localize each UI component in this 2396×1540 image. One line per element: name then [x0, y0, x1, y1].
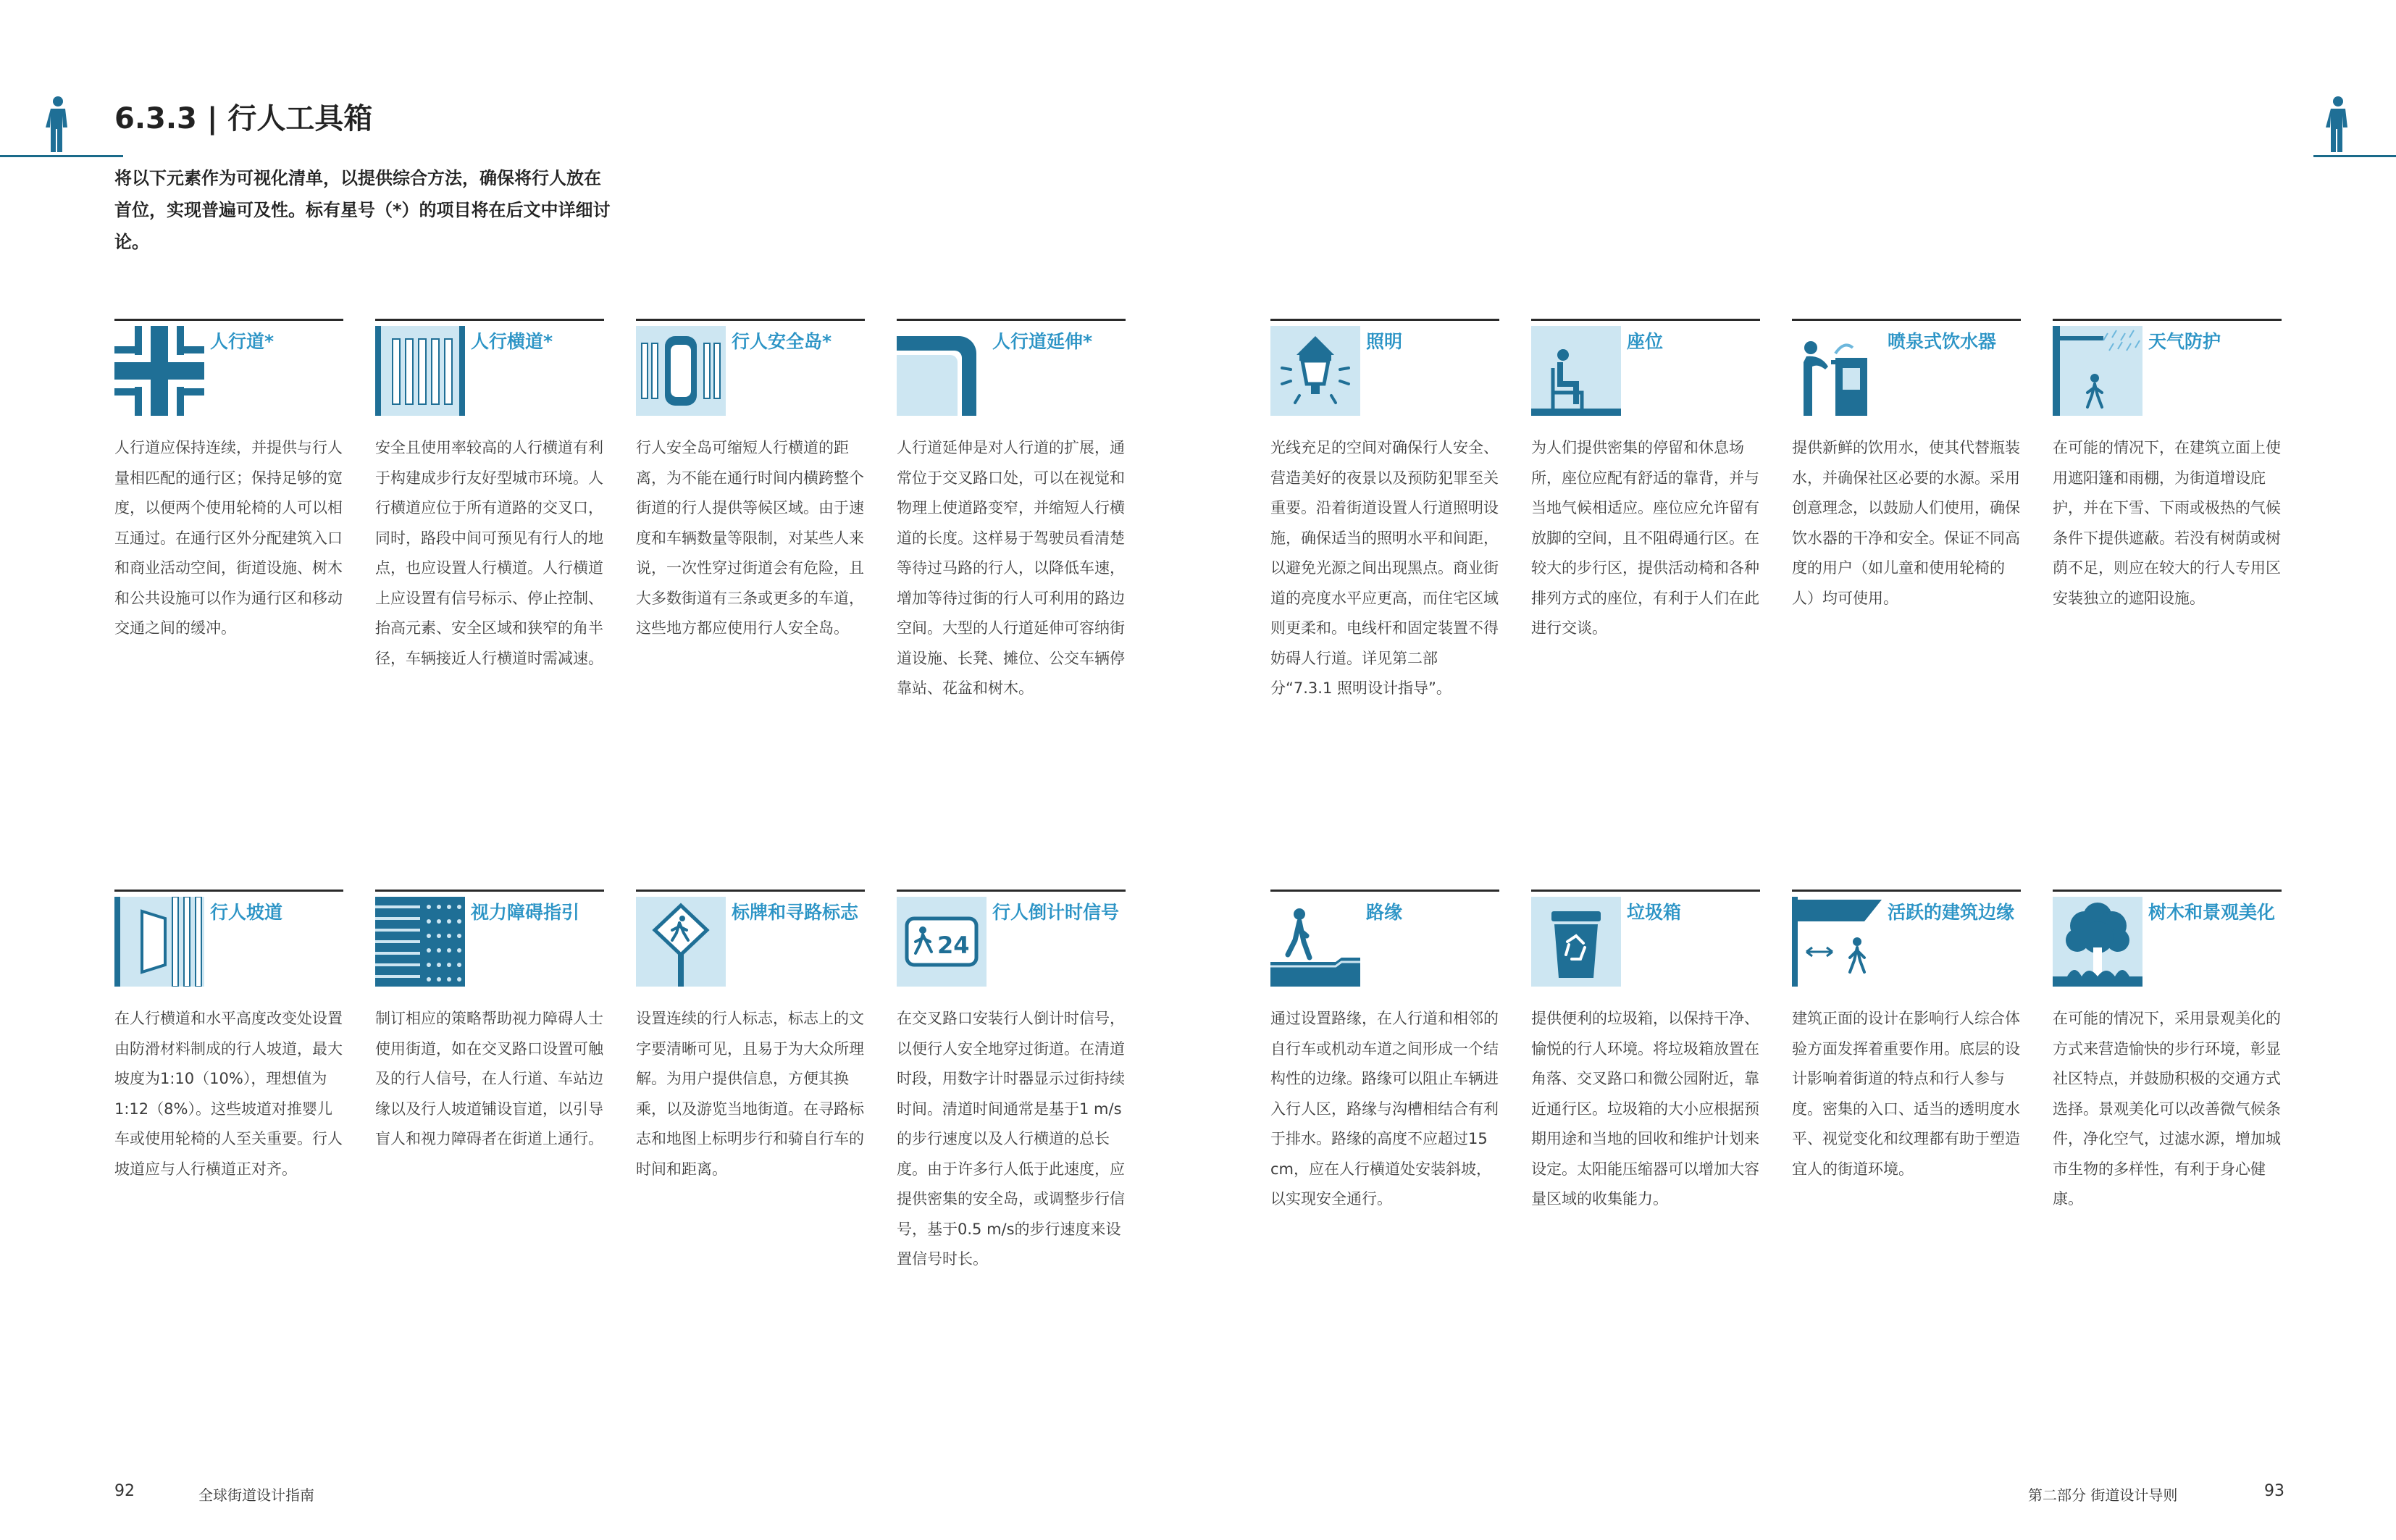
- pedestrian-island-icon: [636, 326, 726, 416]
- card-rule: [1792, 319, 2021, 321]
- ramp-icon: [114, 897, 204, 987]
- card-body: 在交叉路口安装行人倒计时信号，以便行人安全地穿过街道。在清道时段，用数字计时器显示过街持续时间。清道时间通常是基于1 m/s的步行速度以及人行横道的总长度。由于许多行人低于此速度，应提供密集的安全岛，或调整步行信号，基于0.5 m/s的步行速度来设置信号时长。: [897, 1010, 1125, 1268]
- card-body: 在人行横道和水平高度改变处设置由防滑材料制成的行人坡道，最大坡度为1:10（10%），理想值为1:12（8%）。这些坡道对推婴儿车或使用轮椅的人至关重要。行人坡道应与人行横道正对齐。: [114, 1010, 343, 1178]
- header-rule: [0, 155, 123, 157]
- seating-icon: [1531, 326, 1621, 416]
- card-rule: [1531, 890, 1760, 892]
- card-title: 人行横道*: [471, 331, 553, 352]
- card-body: 在可能的情况下，在建筑立面上使用遮阳篷和雨棚，为街道增设庇护，并在下雪、下雨或极热的气候条件下提供遮蔽。若没有树荫或树荫不足，则应在较大的行人专用区安装独立的遮阳设施。: [2053, 439, 2281, 607]
- right-page: [1198, 0, 2396, 1540]
- book-title: 全球街道设计指南: [198, 1486, 314, 1504]
- card-body: 人行道应保持连续，并提供与行人量相匹配的通行区；保持足够的宽度，以便两个使用轮椅的人可以相互通过。在通行区外分配建筑入口和商业活动空间，街道设施、树木和公共设施可以作为通行区和移动交通之间的缓冲。: [114, 439, 343, 637]
- card-title: 垃圾箱: [1627, 902, 1682, 923]
- card-title: 标牌和寻路标志: [732, 902, 859, 923]
- card-title: 照明: [1366, 331, 1403, 352]
- card-body: 为人们提供密集的停留和休息场所，座位应配有舒适的靠背，并与当地气候相适应。座位应允许留有放脚的空间，且不阻碍通行区。在较大的步行区，提供活动椅和各种排列方式的座位，有利于人们在此进行交谈。: [1531, 439, 1759, 637]
- intro-paragraph: 将以下元素作为可视化清单，以提供综合方法，确保将行人放在首位，实现普遍可及性。标有星号（*）的项目将在后文中详细讨论。: [114, 168, 611, 252]
- trash-bin-icon: [1531, 897, 1621, 987]
- card-title: 人行道*: [210, 331, 275, 352]
- card-rule: [636, 319, 865, 321]
- card-body: 在可能的情况下，采用景观美化的方式来营造愉快的步行环境，彰显社区特点，并鼓励积极的交通方式选择。景观美化可以改善微气候条件，净化空气，过滤水源，增加城市生物的多样性，有利于身心健康。: [2053, 1010, 2281, 1208]
- wayfinding-sign-icon: [636, 897, 726, 987]
- card-title: 视力障碍指引: [471, 902, 580, 923]
- card-title: 座位: [1627, 331, 1664, 352]
- drinking-fountain-icon: [1792, 326, 1882, 416]
- card-body: 光线充足的空间对确保行人安全、营造美好的夜景以及预防犯罪至关重要。沿着街道设置人行道照明设施，确保适当的照明水平和间距，以避免光源之间出现黑点。商业街道的亮度水平应更高，而住宅区域则更柔和。电线杆和固定装置不得妨碍人行道。详见第二部分“7.3.1 照明设计指导”。: [1270, 439, 1499, 697]
- card-rule: [1270, 319, 1499, 321]
- page-number: 93: [2264, 1482, 2284, 1500]
- card-rule: [897, 890, 1126, 892]
- card-rule: [1792, 890, 2021, 892]
- pedestrian-icon: [2322, 96, 2354, 154]
- card-title: 人行道延伸*: [992, 331, 1093, 352]
- card-body: 设置连续的行人标志，标志上的文字要清晰可见，且易于为大众所理解。为用户提供信息，方便其换乘，以及游览当地街道。在寻路标志和地图上标明步行和骑自行车的时间和距离。: [636, 1010, 864, 1178]
- section-title: 6.3.3 | 行人工具箱: [114, 102, 373, 135]
- card-title: 行人倒计时信号: [992, 902, 1120, 923]
- card-rule: [2053, 319, 2282, 321]
- card-rule: [375, 890, 604, 892]
- crosswalk-icon: [375, 326, 465, 416]
- card-title: 行人坡道: [210, 902, 283, 923]
- card-title: 天气防护: [2148, 331, 2221, 352]
- card-rule: [1531, 319, 1760, 321]
- page-number: 92: [114, 1482, 135, 1500]
- card-rule: [1270, 890, 1499, 892]
- lighting-icon: [1270, 326, 1360, 416]
- card-title: 路缘: [1366, 902, 1403, 923]
- card-rule: [375, 319, 604, 321]
- countdown-signal-icon: [897, 897, 987, 987]
- card-rule: [636, 890, 865, 892]
- curb-extension-icon: [897, 326, 987, 416]
- card-body: 行人安全岛可缩短人行横道的距离，为不能在通行时间内横跨整个街道的行人提供等候区域。由于速度和车辆数量等限制，对某些人来说，一次性穿过街道会有危险，且大多数街道有三条或更多的车道，这些地方都应使用行人安全岛。: [636, 439, 864, 637]
- card-rule: [114, 890, 343, 892]
- card-rule: [2053, 890, 2282, 892]
- tactile-paving-icon: [375, 897, 465, 987]
- card-title: 喷泉式饮水器: [1888, 331, 1997, 352]
- svg-text:24: 24: [937, 932, 970, 959]
- card-body: 提供新鲜的饮用水，使其代替瓶装水，并确保社区必要的水源。采用创意理念，以鼓励人们使用，确保饮水器的干净和安全。保证不同高度的用户（如儿童和使用轮椅的人）均可使用。: [1792, 439, 2020, 607]
- header-rule: [2313, 155, 2396, 157]
- card-rule: [897, 319, 1126, 321]
- tree-icon: [2053, 897, 2142, 987]
- card-body: 人行道延伸是对人行道的扩展，通常位于交叉路口处，可以在视觉和物理上使道路变窄，并缩短人行横道的长度。这样易于驾驶员看清楚等待过马路的行人，以降低车速，增加等待过街的行人可利用的路边空间。大型的人行道延伸可容纳街道设施、长凳、摊位、公交车辆停靠站、花盆和树木。: [897, 439, 1125, 697]
- card-title: 活跃的建筑边缘: [1888, 902, 2015, 923]
- weather-protection-icon: [2053, 326, 2142, 416]
- sidewalk-icon: [114, 326, 204, 416]
- card-title: 行人安全岛*: [732, 331, 832, 352]
- card-body: 制订相应的策略帮助视力障碍人士使用街道，如在交叉路口设置可触及的行人信号，在人行道、车站边缘以及行人坡道铺设盲道，以引导盲人和视力障碍者在街道上通行。: [375, 1010, 603, 1147]
- curb-icon: [1270, 897, 1360, 987]
- active-frontage-icon: [1792, 897, 1882, 987]
- card-title: 树木和景观美化: [2148, 902, 2276, 923]
- pedestrian-icon: [42, 96, 74, 154]
- card-body: 安全且使用率较高的人行横道有利于构建成步行友好型城市环境。人行横道应位于所有道路的交叉口，同时，路段中间可预见有行人的地点，也应设置人行横道。人行横道上应设置有信号标示、停止控制、抬高元素、安全区域和狭窄的角半径，车辆接近人行横道时需减速。: [375, 439, 603, 667]
- part-label: 第二部分 街道设计导则: [2028, 1486, 2178, 1504]
- card-body: 提供便利的垃圾箱，以保持干净、愉悦的行人环境。将垃圾箱放置在角落、交叉路口和微公园附近，靠近通行区。垃圾箱的大小应根据预期用途和当地的回收和维护计划来设定。太阳能压缩器可以增加大容量区域的收集能力。: [1531, 1010, 1759, 1208]
- card-rule: [114, 319, 343, 321]
- card-body: 建筑正面的设计在影响行人综合体验方面发挥着重要作用。底层的设计影响着街道的特点和行人参与度。密集的入口、适当的透明度水平、视觉变化和纹理都有助于塑造宜人的街道环境。: [1792, 1010, 2020, 1178]
- card-body: 通过设置路缘，在人行道和相邻的自行车或机动车道之间形成一个结构性的边缘。路缘可以阻止车辆进入行人区，路缘与沟槽相结合有利于排水。路缘的高度不应超过15 cm，应在人行横道处安装斜坡，以实现安全通行。: [1270, 1010, 1499, 1208]
